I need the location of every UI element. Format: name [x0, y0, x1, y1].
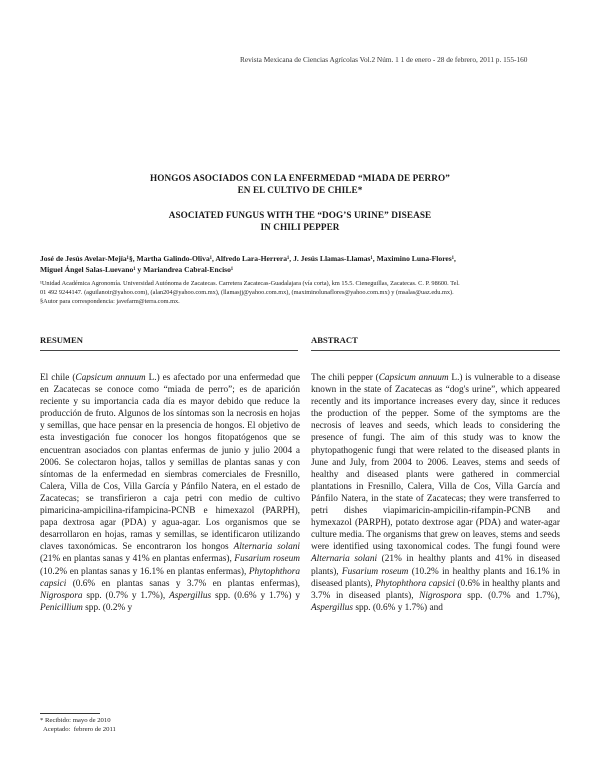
resumen-body: [40, 372, 300, 614]
author-line2: Miguel Ángel Salas-Luevano¹ y Mariandrea Cabral-Enciso¹: [40, 265, 234, 274]
resumen-rule: [40, 350, 298, 351]
title-spanish-line2: EN EL CULTIVO DE CHILE*: [237, 185, 363, 195]
resumen-heading: RESUMEN: [40, 335, 83, 345]
abstract-body: [311, 372, 560, 614]
title-english-line1: ASOCIATED FUNGUS WITH THE “DOG’S URINE” DISEASE: [168, 210, 432, 220]
title-english: [40, 209, 560, 233]
affiliation-line2: 01 492 9244147. (aguilanoir@yahoo.com), (alan204@yahoo.com.mx), (llamasjj@yahoo.com.mx), (maximinolunaflores@yahoo.com.mx) y (msalas@uaz.edu.mx).: [40, 289, 454, 296]
author-line1: José de Jesús Avelar-Mejía¹§, Martha Galindo-Oliva¹, Alfredo Lara-Herrera¹, J. Jesús Llamas-Llamas¹, Maximino Luna-Flores¹,: [40, 254, 456, 263]
resumen-paragraph: El chile (Capsicum annuum L.) es afectado por una enfermedad que en Zacatecas se conoce como “miada de perro”; es de aparición reciente y su importancia cada día es mayor debido que reduce la producción de fruto. Algunos de los síntomas son la necrosis en hojas y semillas, que hace pensar en la presencia de hongos. El objetivo de esta investigación fue conocer los hongos fitopatógenos que se encuentran asociados con plantas enfermas de junio y julio 2004 a 2006. Se colectaron hojas, tallos y semillas de plantas sanas y con síntomas de la enfermedad en siembras comerciales de Fresnillo, Calera, Villa de Cos, Villa García y Pánfilo Natera, en el estado de Zacatecas; se transfirieron a caja petri con medio de cultivo pimaricina-ampicilina-rifampicina-PCNB e himexazol (PARPH), papa dextrosa agar (PDA) y agua-agar. Los organismos que se desarrollaron en hojas, ramas y semillas, se identificaron utilizando claves taxonómicas. Se encontraron los hongos Alternaria solani (21% en plantas sanas y 41% en plantas enfermas), Fusarium roseum (10.2% en plantas sanas y 16.1% en plantas enfermas), Phytophthora capsici (0.6% en plantas sanas y 3.7% en plantas enfermas), Nigrospora spp. (0.7% y 1.7%), Aspergillus spp. (0.6% y 1.7%) y Penicillium spp. (0.2% y: [40, 373, 301, 613]
journal-header: Revista Mexicana de Ciencias Agrícolas Vol.2 Núm. 1 1 de enero - 28 de febrero, 2011 p. 155-160: [240, 55, 528, 64]
title-english-line2: IN CHILI PEPPER: [260, 222, 340, 232]
author-list: [40, 253, 560, 275]
footnote: [40, 716, 116, 734]
affiliation-line1: ¹Unidad Académica Agronomía. Universidad Autónoma de Zacatecas. Carretera Zacatecas-Guadalajara (vía corta), km 15.5. Cieneguillas, Zacatecas. C. P. 98600. Tel.: [40, 280, 460, 287]
title-spanish: [40, 172, 560, 196]
title-spanish-line1: HONGOS ASOCIADOS CON LA ENFERMEDAD “MIADA DE PERRO”: [150, 173, 450, 183]
received-date: * Recibido: mayo de 2010: [40, 717, 111, 724]
abstract-heading: ABSTRACT: [311, 335, 358, 345]
abstract-paragraph: The chili pepper (Capsicum annuum L.) is vulnerable to a disease known in the state of Zacatecas as “dog's urine”, which appeared recently and its importance increases every day, since it reduces the production of the pepper. Some of the symptoms are the necrosis of leaves and seeds, which leads to considering the presence of fungi. The aim of this study was to know the phytopathogenic fungi that were related to the diseased plants in June and July, from 2004 to 2006. Leaves, stems and seeds of healthy and diseased plants were gathered in commercial plantations in Fresnillo, Calera, Villa de Cos, Villa García and Pánfilo Natera, in the state of Zacatecas; they were transferred to petri dishes viapimaricin-ampicilin-rifampin-PCNB and hymexazol (PARPH), potato dextrose agar (PDA) and water-agar culture media. The organisms that grew on leaves, stems and seeds were identified using taxonomical codes. The fungi found were Alternaria solani (21% in healthy plants and 41% in diseased plants), Fusarium roseum (10.2% in healthy plants and 16.1% in diseased plants), Phytophthora capsici (0.6% in healthy plants and 3.7% in diseased plants), Nigrospora spp. (0.7% and 1.7%), Aspergillus spp. (0.6% y 1.7%) and: [311, 373, 561, 613]
accepted-date: Aceptado: febrero de 2011: [40, 726, 116, 733]
affiliation: [40, 279, 560, 306]
corresponding-author: §Autor para correspondencia: javefarm@terra.com.mx.: [40, 298, 180, 305]
abstract-rule: [311, 350, 560, 351]
footnote-rule: [40, 713, 100, 714]
